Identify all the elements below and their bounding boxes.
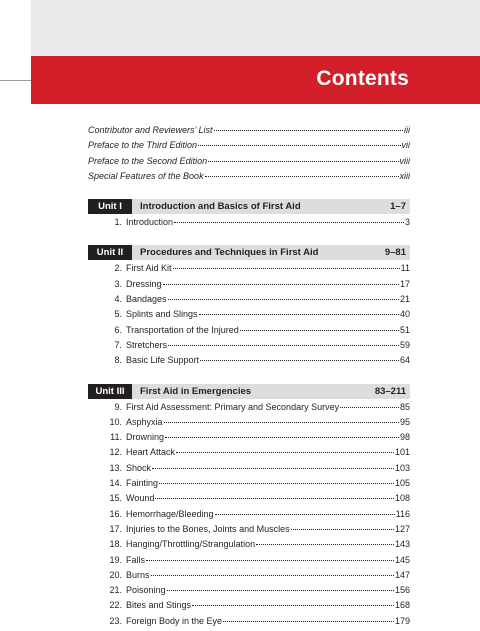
chapter-page: 64 — [399, 355, 410, 366]
dot-leader — [223, 621, 394, 622]
chapter-number: 5. — [114, 309, 122, 320]
chapter-page: 105 — [394, 478, 410, 489]
toc-entry[interactable] — [88, 156, 410, 171]
chapter-title: Basic Life Support — [126, 355, 200, 366]
table-of-contents — [88, 125, 410, 631]
contents-header-band — [31, 56, 480, 104]
dot-leader — [192, 605, 394, 606]
chapter-entry[interactable] — [88, 355, 410, 370]
chapter-entry[interactable] — [88, 402, 410, 417]
page-title: Contents — [316, 67, 409, 90]
chapter-title: First Aid Assessment: Primary and Secondary Survey — [126, 401, 340, 412]
chapter-title: Fainting — [126, 478, 159, 489]
chapter-page: 59 — [399, 339, 410, 350]
dot-leader — [214, 130, 403, 131]
chapter-title: Falls — [126, 554, 146, 565]
chapter-number: 6. — [114, 324, 122, 335]
unit-header[interactable] — [88, 199, 410, 214]
chapter-number: 2. — [114, 263, 122, 274]
top-gray-band — [31, 0, 480, 56]
chapter-entry[interactable] — [88, 279, 410, 294]
unit-label: Unit III — [88, 384, 132, 399]
dot-leader — [165, 437, 399, 438]
dot-leader — [164, 422, 399, 423]
unit-title: First Aid in Emergencies — [140, 385, 252, 397]
chapter-page: 21 — [399, 294, 410, 305]
chapter-page: 143 — [394, 539, 410, 550]
unit-title: Introduction and Basics of First Aid — [140, 201, 301, 213]
chapter-title: Wound — [126, 493, 155, 504]
chapter-title: Introduction — [126, 217, 174, 228]
chapter-entry[interactable] — [88, 309, 410, 324]
chapter-title: Drowning — [126, 432, 165, 443]
dot-leader — [155, 498, 394, 499]
chapter-entry[interactable] — [88, 555, 410, 570]
dot-leader — [176, 452, 394, 453]
chapter-page: 168 — [394, 600, 410, 611]
chapter-entry[interactable] — [88, 524, 410, 539]
chapter-title: Splints and Slings — [126, 309, 198, 320]
chapter-page: 98 — [399, 432, 410, 443]
chapter-page: 116 — [395, 508, 410, 519]
chapter-number: 20. — [109, 569, 122, 580]
toc-entry[interactable] — [88, 125, 410, 140]
dot-leader — [291, 529, 394, 530]
dot-leader — [173, 268, 400, 269]
chapter-number: 17. — [109, 523, 122, 534]
chapter-entry[interactable] — [88, 325, 410, 340]
dot-leader — [208, 161, 398, 162]
chapter-entry[interactable] — [88, 340, 410, 355]
chapter-entry[interactable] — [88, 263, 410, 278]
chapter-number: 22. — [109, 600, 122, 611]
chapter-title: Bandages — [126, 294, 167, 305]
chapter-title: Transportation of the Injured — [126, 324, 239, 335]
chapter-number: 19. — [109, 554, 122, 565]
chapter-number: 15. — [109, 493, 122, 504]
chapter-page: 11 — [400, 263, 410, 274]
chapter-page: 17 — [399, 278, 410, 289]
chapter-number: 21. — [109, 585, 122, 596]
dot-leader — [215, 514, 395, 515]
dot-leader — [152, 468, 394, 469]
dot-leader — [256, 544, 394, 545]
unit-header[interactable] — [88, 245, 410, 260]
chapter-number: 4. — [114, 294, 122, 305]
chapter-title: First Aid Kit — [126, 263, 172, 274]
chapter-number: 3. — [114, 278, 122, 289]
chapter-page: 179 — [394, 615, 410, 626]
unit-label: Unit I — [88, 199, 132, 214]
chapter-title: Asphyxia — [126, 416, 163, 427]
chapter-entry[interactable] — [88, 600, 410, 615]
toc-entry-title: Preface to the Third Edition — [88, 140, 198, 151]
chapter-page: 127 — [394, 523, 410, 534]
dot-leader — [174, 222, 404, 223]
chapter-number: 7. — [114, 339, 122, 350]
front-matter-list — [88, 125, 410, 186]
toc-entry-page: xiii — [399, 170, 410, 181]
chapter-entry[interactable] — [88, 509, 410, 524]
dot-leader — [151, 575, 394, 576]
chapter-number: 13. — [109, 462, 122, 473]
unit-page-range: 83–211 — [374, 385, 406, 397]
chapter-entry[interactable] — [88, 432, 410, 447]
chapter-page: 51 — [399, 324, 410, 335]
toc-entry[interactable] — [88, 140, 410, 155]
chapter-entry[interactable] — [88, 447, 410, 462]
chapter-number: 16. — [109, 508, 122, 519]
chapter-title: Foreign Body in the Eye — [126, 615, 223, 626]
dot-leader — [159, 483, 394, 484]
chapter-page: 147 — [394, 569, 410, 580]
chapter-page: 108 — [394, 493, 410, 504]
chapter-entry[interactable] — [88, 585, 410, 600]
chapter-entry[interactable] — [88, 417, 410, 432]
chapter-entry[interactable] — [88, 616, 410, 631]
chapter-title: Hanging/Throttling/Strangulation — [126, 539, 256, 550]
chapter-number: 9. — [114, 401, 122, 412]
chapter-entry[interactable] — [88, 217, 410, 232]
toc-entry-page: iii — [404, 125, 410, 135]
chapter-entry[interactable] — [88, 570, 410, 585]
unit-label: Unit II — [88, 245, 132, 260]
toc-entry-title: Special Features of the Book — [88, 170, 204, 181]
unit-page-range: 1–7 — [390, 201, 406, 213]
dot-leader — [163, 284, 399, 285]
chapter-page: 103 — [394, 462, 410, 473]
unit-title: Procedures and Techniques in First Aid — [140, 247, 319, 259]
unit-page-range: 9–81 — [384, 247, 406, 259]
toc-entry-page: vii — [401, 140, 410, 151]
chapter-title: Poisoning — [126, 585, 166, 596]
dot-leader — [199, 314, 399, 315]
dot-leader — [168, 345, 399, 346]
chapter-number: 23. — [109, 615, 122, 626]
chapter-number: 8. — [114, 355, 122, 366]
chapter-page: 101 — [394, 447, 410, 458]
chapter-title: Stretchers — [126, 339, 168, 350]
dot-leader — [205, 176, 399, 177]
chapter-page: 40 — [399, 309, 410, 320]
dot-leader — [168, 299, 399, 300]
dot-leader — [198, 145, 400, 146]
toc-entry-page: viii — [399, 155, 410, 166]
chapter-entry[interactable] — [88, 463, 410, 478]
chapter-entry[interactable] — [88, 478, 410, 493]
chapter-number: 12. — [109, 447, 122, 458]
chapter-page: 85 — [399, 401, 410, 412]
chapter-entry[interactable] — [88, 493, 410, 508]
chapter-page: 95 — [399, 416, 410, 427]
dot-leader — [167, 590, 394, 591]
chapter-number: 14. — [109, 478, 122, 489]
toc-entry-title: Contributor and Reviewers’ List — [88, 125, 213, 135]
chapter-title: Bites and Stings — [126, 600, 192, 611]
chapter-entry[interactable] — [88, 294, 410, 309]
chapter-title: Dressing — [126, 278, 162, 289]
dot-leader — [146, 560, 394, 561]
chapter-page: 156 — [394, 585, 410, 596]
chapter-title: Injuries to the Bones, Joints and Muscles — [126, 523, 290, 534]
unit-header[interactable] — [88, 384, 410, 399]
chapter-page: 3 — [404, 217, 410, 228]
chapter-title: Hemorrhage/Bleeding — [126, 508, 214, 519]
chapter-title: Shock — [126, 462, 152, 473]
chapter-number: 10. — [109, 416, 122, 427]
chapter-number: 1. — [114, 217, 122, 228]
dot-leader — [340, 407, 399, 408]
margin-rule — [0, 80, 33, 81]
chapter-title: Burns — [126, 569, 150, 580]
dot-leader — [200, 360, 399, 361]
dot-leader — [240, 330, 399, 331]
chapter-title: Heart Attack — [126, 447, 176, 458]
chapter-page: 145 — [394, 554, 410, 565]
chapter-number: 18. — [109, 539, 122, 550]
chapter-entry[interactable] — [88, 539, 410, 554]
toc-entry[interactable] — [88, 171, 410, 186]
chapter-number: 11. — [110, 432, 122, 443]
toc-entry-title: Preface to the Second Edition — [88, 155, 208, 166]
